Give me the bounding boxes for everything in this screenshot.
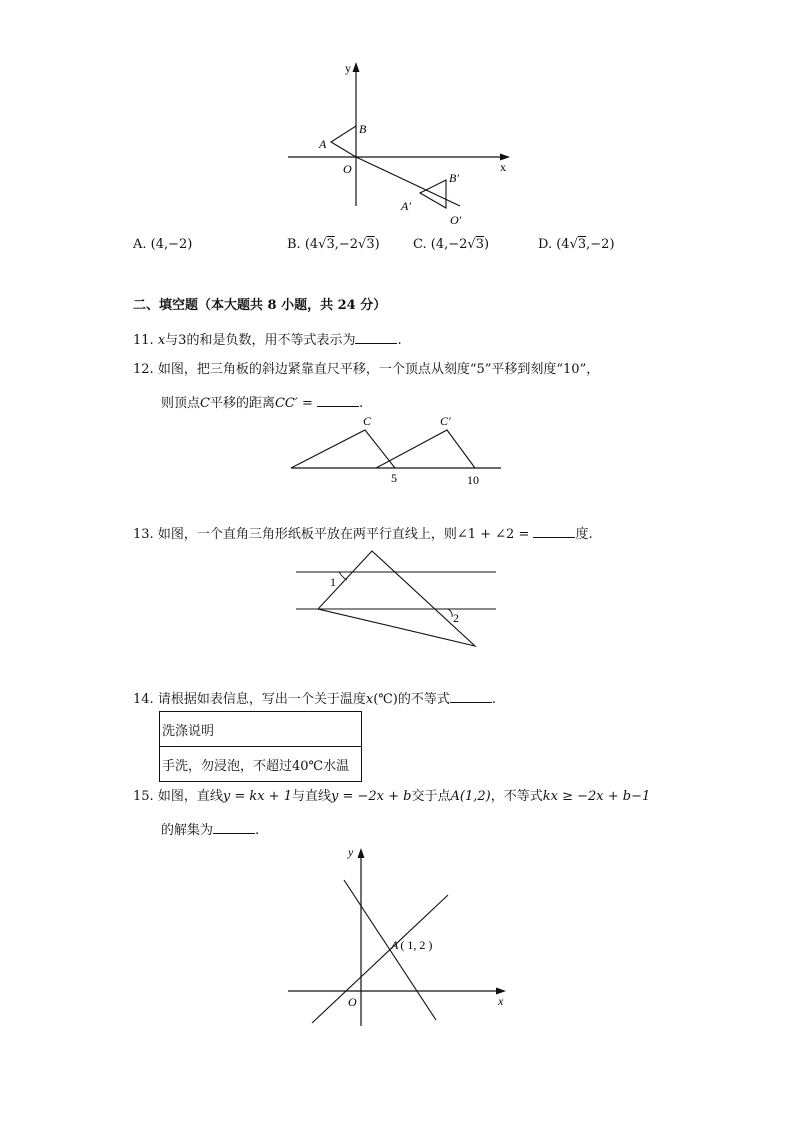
washing-table (159, 711, 362, 782)
sqrt-sign: √ (318, 237, 327, 252)
answer-blank-15[interactable] (213, 819, 255, 834)
label-O: O (348, 995, 357, 1009)
label-A: A (319, 137, 327, 151)
label-y: y (345, 61, 351, 75)
tick-5: 5 (391, 471, 397, 485)
option-c[interactable]: C. (4,−2√3) (413, 237, 490, 252)
label-B: B (359, 122, 367, 136)
label-O: O (343, 162, 352, 176)
label-C-prime: C′ (440, 414, 451, 428)
section-title: 二、填空题（本大题共 8 小题，共 24 分） (133, 298, 387, 313)
answer-blank-11[interactable] (355, 329, 397, 344)
question-11: 11. x与3的和是负数，用不等式表示为 . (133, 329, 402, 351)
table-cell-title: 洗涤说明 (160, 712, 362, 747)
triangle-A2B2O2 (420, 180, 446, 208)
answer-blank-14[interactable] (450, 688, 492, 703)
label-x: x (498, 994, 504, 1008)
option-b[interactable]: B. (4√3,−2√3) (287, 237, 380, 252)
triangle-ABO (331, 126, 356, 157)
label-angle-1: 1 (330, 575, 336, 589)
table-cell-instruction: 手洗，勿浸泡，不超过40℃水温 (160, 747, 362, 782)
answer-blank-12[interactable] (317, 392, 359, 407)
label-C: C (363, 414, 372, 428)
label-x: x (500, 160, 506, 174)
question-15-line2: 的解集为 . (161, 819, 259, 841)
triangle-original (291, 430, 395, 468)
figure-q15-two-lines (280, 840, 520, 1030)
angle-2-arc (448, 609, 452, 617)
sqrt-sign: √ (569, 237, 578, 252)
option-a[interactable]: A. (4,−2) (133, 237, 193, 252)
question-12-line2: 则顶点C平移的距离CC′ = . (161, 392, 363, 414)
question-14: 14. 请根据如表信息，写出一个关于温度x(℃)的不等式 . (133, 688, 496, 710)
question-13: 13. 如图，一个直角三角形纸板平放在两平行直线上，则∠1 + ∠2 = 度. (133, 523, 593, 545)
sqrt-sign: √ (467, 237, 476, 252)
sqrt-sign: √ (358, 237, 367, 252)
label-B-prime: B′ (449, 171, 459, 185)
figure-q12-triangle-ruler (285, 408, 510, 490)
question-15-line1: 15. 如图，直线y = kx + 1与直线y = −2x + b交于点A(1,2)，不等式kx ≥ −2x + b−1 (133, 789, 651, 804)
angle-1-arc (339, 572, 347, 580)
option-d[interactable]: D. (4√3,−2) (538, 237, 615, 252)
label-point-A: A ( 1, 2 ) (391, 938, 433, 952)
right-triangle (318, 551, 475, 646)
y-axis-arrow (358, 848, 365, 858)
label-y: y (348, 845, 354, 859)
y-axis-arrow (353, 62, 360, 72)
answer-blank-13[interactable] (533, 523, 575, 538)
line-y-kx-plus-1 (312, 895, 448, 1023)
figure-q10-coordinate-plane (280, 56, 520, 231)
tick-10: 10 (467, 473, 479, 487)
label-angle-2: 2 (453, 611, 459, 625)
label-A-prime: A′ (401, 199, 411, 213)
figure-q13-parallel-lines (290, 545, 505, 650)
question-12-line1: 12. 如图，把三角板的斜边紧靠直尺平移，一个顶点从刻度“5”平移到刻度“10”， (133, 362, 600, 377)
label-O-prime: O′ (450, 213, 462, 227)
